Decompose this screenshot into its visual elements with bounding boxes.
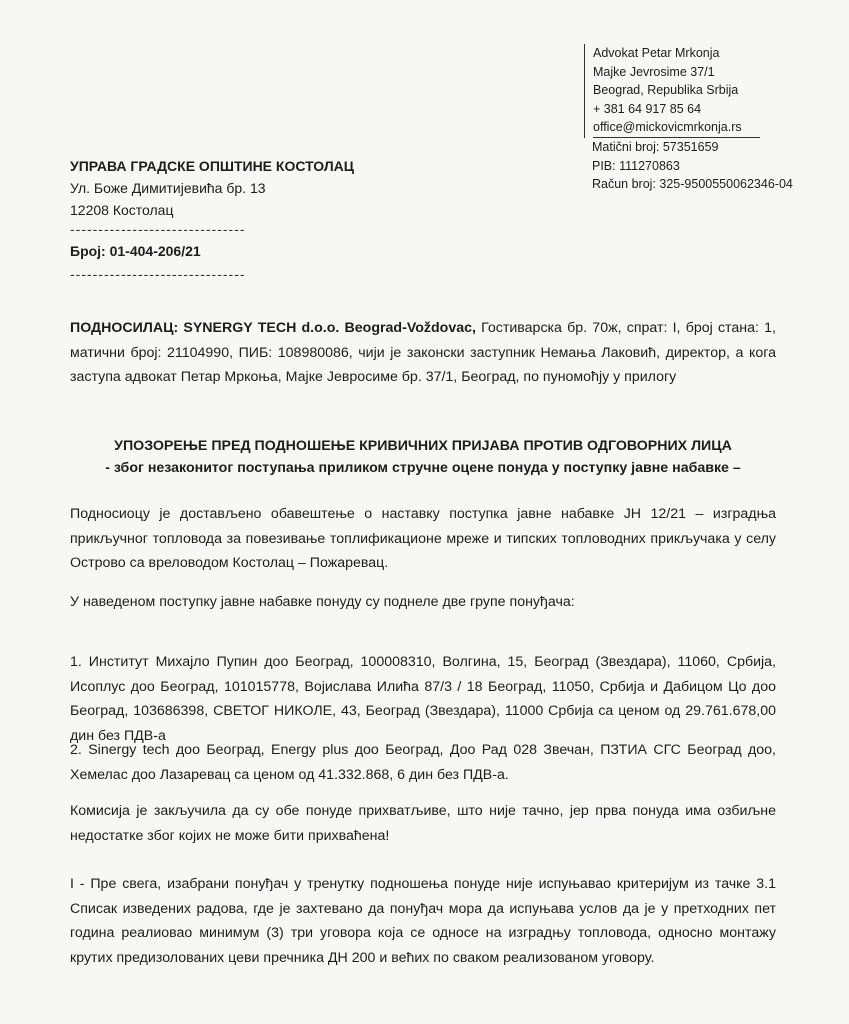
document-heading (70, 435, 776, 479)
separator-top: ------------------------------- (70, 221, 246, 237)
submitter-text: Гостиварска бр. 70ж, спрат: I, број стана: 1, матични број: 21104990, ПИБ: 108980086, чији је законски заступник Немања Лаковић, директор, а кога заступа адвокат Петар Мркоња, Мајке Јевросиме бр. 37/1, Београд, по пуномоћју у прилогу (70, 320, 776, 385)
paragraph-commission: Комисија је закључила да су обе понуде прихватљиве, што није тачно, јер прва понуда има озбиљне недостатке због којих не може бити прихваћена! (70, 803, 776, 844)
registry-number: Matični broj: 57351659 (592, 140, 719, 154)
separator-bottom: ------------------------------- (70, 266, 246, 282)
lawyer-phone: + 381 64 917 85 64 (593, 101, 702, 116)
lawyer-street: Majke Jevrosime 37/1 (593, 64, 715, 79)
paragraph-notice: Подносиоцу је достављено обавештење о наставку поступка јавне набавке ЈН 12/21 – изградња прикључног топловода за повезивање топлификационе мреже и типских топловодних прикључака у селу Острово са вреловодом Костолац – Пожаревац. (70, 506, 776, 571)
recipient-street: Ул. Боже Димитијевића бр. 13 (70, 180, 266, 196)
paragraph-bidders-intro: У наведеном поступку јавне набавке понуду су поднеле две групе понуђача: (70, 594, 575, 610)
recipient-address (70, 155, 354, 221)
case-number: Број: 01-404-206/21 (70, 243, 201, 259)
lawyer-email: office@mickovicmrkonja.rs (593, 118, 760, 138)
recipient-city: 12208 Костолац (70, 202, 174, 218)
heading-title: УПОЗОРЕЊЕ ПРЕД ПОДНОШЕЊЕ КРИВИЧНИХ ПРИЈАВА ПРОТИВ ОДГОВОРНИХ ЛИЦА (114, 438, 732, 454)
paragraph-criterion: I - Пре свега, изабрани понуђач у тренутку подношења понуде није испуњавао критеријум из тачке 3.1 Списак изведених радова, где је захтевано да понуђач мора да испуњава услов да је у претходних пет година реалиовао минимум (3) три уговора која се односе на изградњу топловода, односно монтажу крутих предизолованих цеви пречника ДН 200 и већих по сваком реализованом уговору. (70, 876, 776, 966)
submitter-label: ПОДНОСИЛАЦ: SYNERGY TECH d.o.o. Beograd-Voždovac, (70, 320, 476, 336)
bank-account: Račun broj: 325-9500550062346-04 (592, 177, 793, 191)
recipient-title: УПРАВА ГРАДСКЕ ОПШТИНЕ КОСТОЛАЦ (70, 158, 355, 174)
heading-subtitle: - због незаконитог поступања приликом стручне оцене понуда у поступку јавне набавке – (105, 460, 741, 476)
lawyer-name: Advokat Petar Mrkonja (593, 46, 720, 60)
lawyer-city: Beograd, Republika Srbija (593, 83, 739, 97)
paragraph-bidder-2: 2. Sinergy tech доо Београд, Energy plus доо Београд, Доо Рад 028 Звечан, ПЗТИА СГС Београд доо, Хемелас доо Лазаревац са ценом од 41.332.868, 6 дин без ПДВ-а. (70, 742, 776, 783)
tax-id: PIB: 111270863 (592, 158, 680, 173)
letterhead (584, 44, 760, 138)
paragraph-bidder-1: 1. Институт Михајло Пупин доо Београд, 100008310, Волгина, 15, Београд (Звездара), 11060, Србија, Исоплус доо Београд, 101015778, Војислава Илића 87/3 / 18 Београд, 11050, Србија и Дабицом Цо доо Београд, 103686398, СВЕТОГ НИКОЛЕ, 43, Београд (Звездара), 11000 Србија са ценом од 29.761.678,00 дин без ПДВ-а (70, 654, 776, 744)
registry-info (592, 138, 793, 194)
submitter-paragraph (70, 316, 776, 390)
